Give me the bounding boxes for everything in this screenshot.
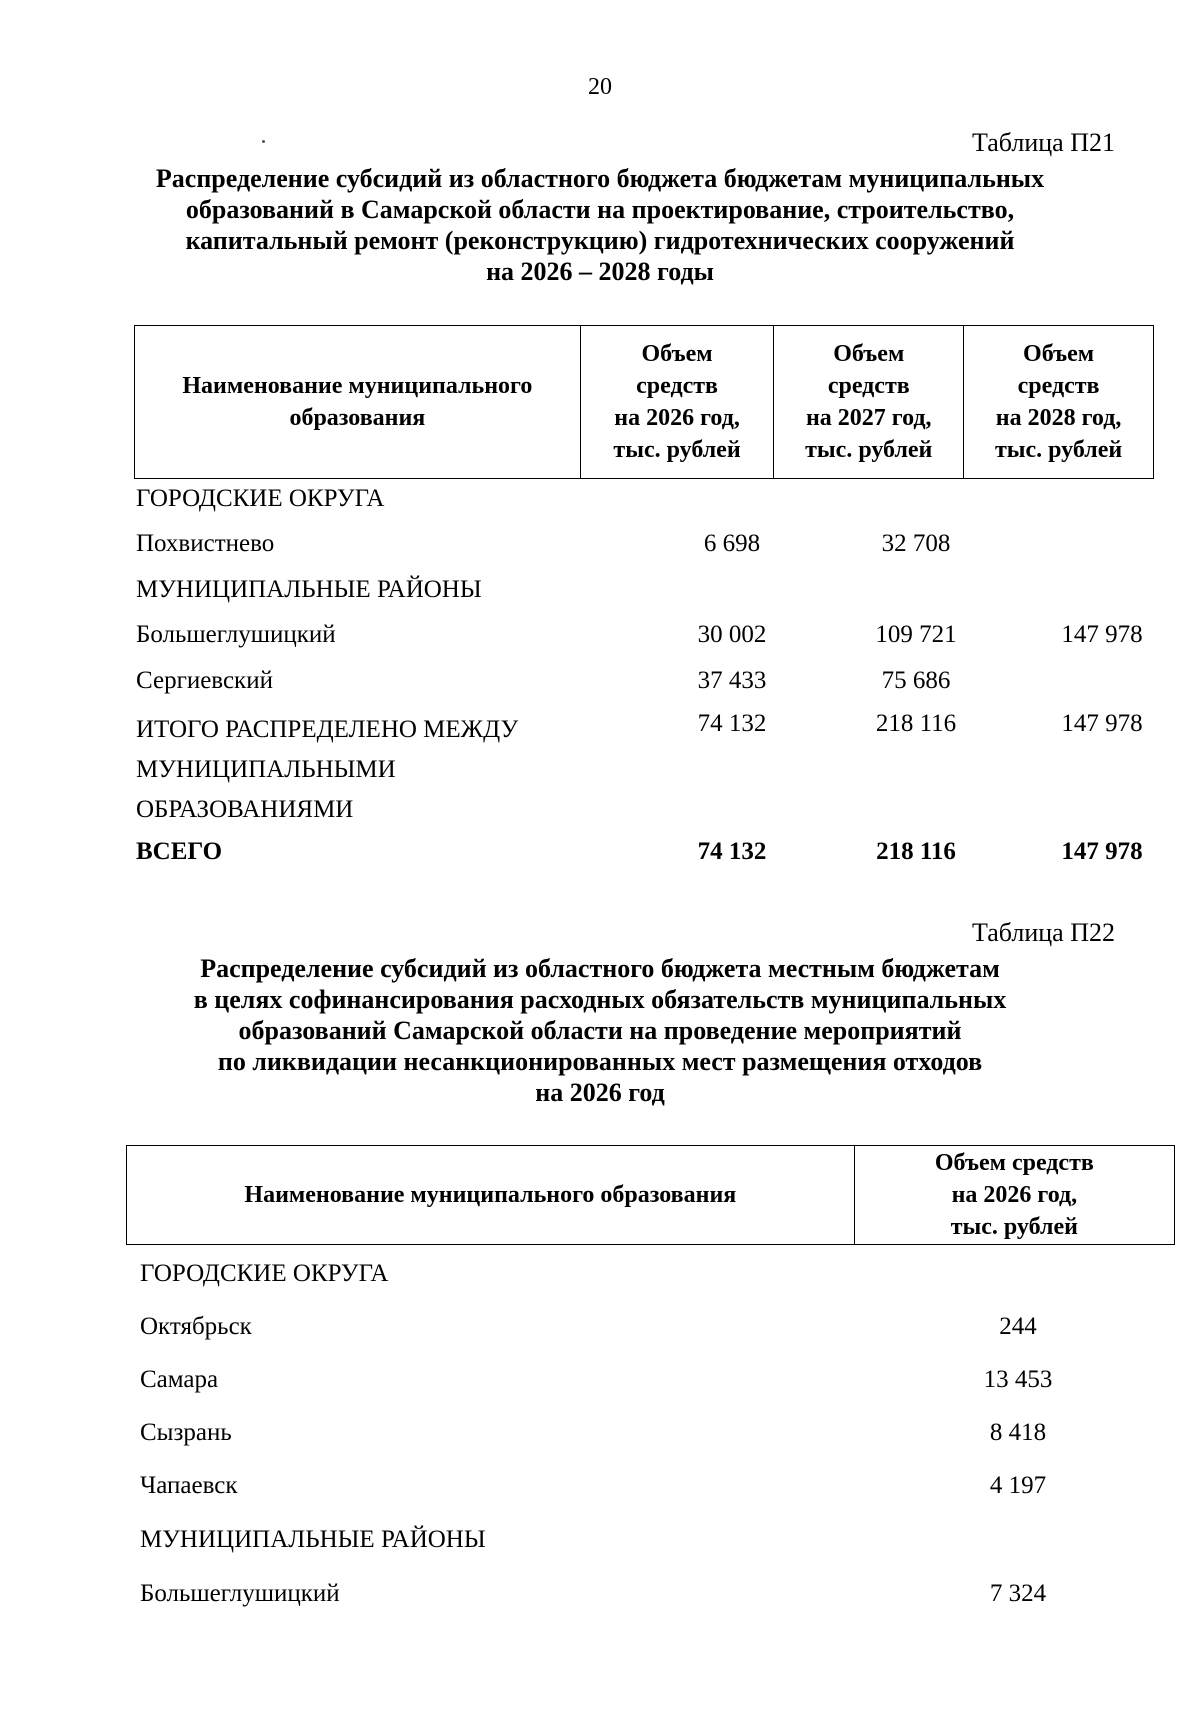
row-name: Октябрьск [140, 1313, 252, 1340]
row-value: 244 [999, 1313, 1037, 1340]
row-name: Похвистнево [136, 530, 275, 557]
header-2026 [580, 326, 774, 479]
row-value-2026: 74 132 [697, 838, 767, 865]
page-number: 20 [588, 74, 612, 100]
header-line: тыс. рублей [805, 437, 933, 463]
title-line: Распределение субсидий из областного бюджета местным бюджетам [200, 954, 1000, 983]
row-name: Большеглушицкий [140, 1580, 340, 1607]
header-line: на 2026 год, [614, 405, 740, 431]
row-name: ГОРОДСКИЕ ОКРУГА [140, 1260, 389, 1287]
row-value-2027: 218 116 [876, 838, 956, 865]
row-value-2028: 147 978 [1061, 838, 1143, 865]
row-name: ВСЕГО [136, 838, 223, 865]
header-line: средств [1017, 373, 1100, 399]
header-line: на 2027 год, [805, 405, 932, 431]
row-name: ГОРОДСКИЕ ОКРУГА [136, 485, 385, 512]
header-line: тыс. рублей [613, 437, 741, 463]
row-value: 13 453 [983, 1366, 1053, 1393]
row-value: 8 418 [989, 1419, 1047, 1446]
row-value: 4 197 [989, 1472, 1047, 1499]
header-line: тыс. рублей [994, 437, 1123, 463]
header-2026 [854, 1146, 1174, 1245]
table-p21-title [130, 163, 1070, 287]
row-name: МУНИЦИПАЛЬНЫЕ РАЙОНЫ [136, 576, 482, 603]
header-line: на 2028 год, [995, 405, 1122, 431]
header-name: Наименование муниципального образования [135, 326, 581, 479]
header-line: Объем [833, 341, 905, 367]
row-value-2026: 6 698 [703, 530, 761, 557]
row-value: 7 324 [989, 1580, 1047, 1607]
row-name: Сергиевский [136, 667, 273, 694]
row-value-2026: 74 132 [697, 710, 767, 737]
header-line: Объем средств [934, 1150, 1094, 1176]
title-line: по ликвидации несанкционированных мест размещения отходов [217, 1047, 983, 1076]
title-line: на 2026 год [535, 1078, 665, 1107]
header-line: средств [827, 373, 910, 399]
title-line: на 2026 – 2028 годы [486, 257, 714, 286]
header-line: тыс. рублей [950, 1214, 1078, 1240]
title-line: Распределение субсидий из областного бюджета бюджетам муниципальных [155, 164, 1045, 193]
title-line: капитальный ремонт (реконструкцию) гидротехнических сооружений [185, 226, 1015, 255]
row-value-2027: 75 686 [881, 667, 951, 694]
scan-speck [262, 140, 265, 143]
table-p22-title [130, 953, 1070, 1108]
row-value-2028: 147 978 [1061, 621, 1143, 648]
header-line: Объем [641, 341, 713, 367]
table-p21-header [134, 325, 1154, 479]
title-line: в целях софинансирования расходных обязательств муниципальных [193, 985, 1007, 1014]
table-p22-header [126, 1145, 1175, 1245]
header-line: Объем [1023, 341, 1095, 367]
row-value-2026: 30 002 [697, 621, 767, 648]
row-value-2027: 32 708 [881, 530, 951, 557]
row-name: Чапаевск [140, 1472, 238, 1499]
row-value-2027: 218 116 [875, 710, 957, 737]
header-line: средств [636, 373, 718, 399]
header-name: Наименование муниципального образования [127, 1146, 855, 1245]
table-p22-label: Таблица П22 [972, 918, 1115, 947]
row-name: Большеглушицкий [136, 621, 336, 648]
row-value-2026: 37 433 [697, 667, 767, 694]
header-2027 [774, 326, 964, 479]
row-value-2027: 109 721 [875, 621, 957, 648]
row-name: Сызрань [140, 1419, 232, 1446]
title-line: образований в Самарской области на проектирование, строительство, [185, 195, 1015, 224]
header-2028 [964, 326, 1154, 479]
row-name: ИТОГО РАСПРЕДЕЛЕНО МЕЖДУ МУНИЦИПАЛЬНЫМИ ОБРАЗОВАНИЯМИ [136, 716, 519, 823]
title-line: образований Самарской области на проведение мероприятий [238, 1016, 962, 1045]
row-name: МУНИЦИПАЛЬНЫЕ РАЙОНЫ [140, 1526, 486, 1553]
table-p21-label: Таблица П21 [972, 128, 1115, 157]
header-line: на 2026 год, [951, 1182, 1078, 1208]
row-value-2028: 147 978 [1061, 710, 1143, 737]
row-name: Самара [140, 1366, 219, 1393]
